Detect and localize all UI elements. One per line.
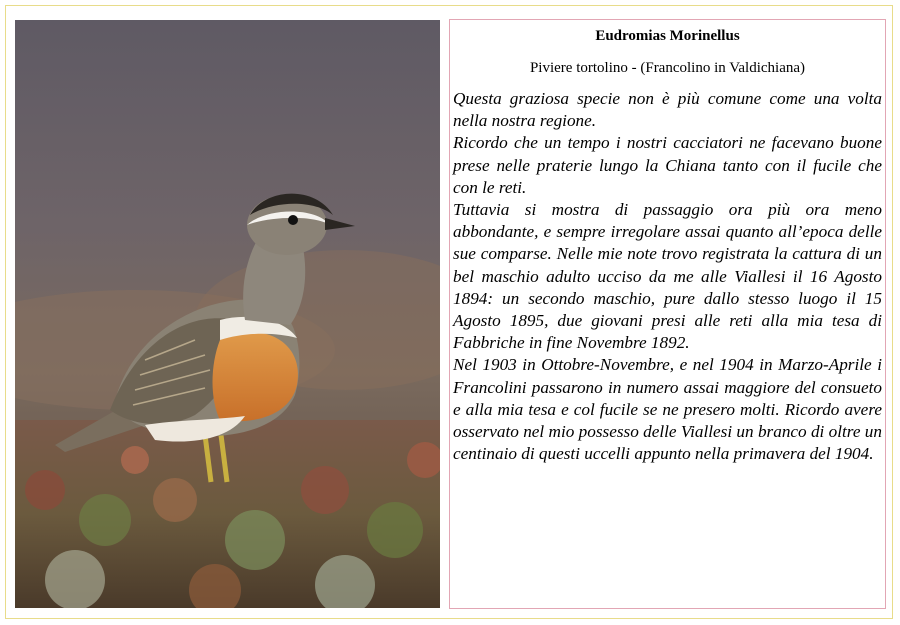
paragraph-2: Ricordo che un tempo i nostri cacciatori ne facevano buone prese nelle praterie lungo la Chiana tanto con il fucile che con le reti. bbox=[453, 133, 882, 197]
species-title: Eudromias Morinellus bbox=[595, 28, 740, 44]
paragraph-1: Questa graziosa specie non è più comune come una volta nella nostra regione. bbox=[453, 89, 882, 131]
bird-photo bbox=[15, 20, 440, 608]
description-panel bbox=[449, 19, 886, 609]
description-body bbox=[453, 88, 882, 465]
common-name-subtitle: Piviere tortolino - (Francolino in Valdichiana) bbox=[529, 60, 806, 76]
dotterel-illustration bbox=[15, 20, 440, 608]
paragraph-3: Tuttavia si mostra di passaggio ora più ora meno abbondante, e sempre irregolare assai quanto all’epoca delle sue comparse. Nelle mie note trovo registrata la cattura di un bel maschio adulto ucciso da me alle Viallesi il 16 Agosto 1894: un secondo maschio, pure dallo stesso luogo il 15 Agosto 1895, due giovani presi alle reti alla mia tesa di Fabbriche in fine Novembre 1892. bbox=[453, 200, 882, 353]
paragraph-4: Nel 1903 in Ottobre-Novembre, e nel 1904 in Marzo-Aprile i Francolini passarono in numero assai maggiore del consueto e alla mia tesa e col fucile se ne presero molti. Ricordo avere osservato nel mio possesso delle Viallesi un branco di oltre un centinaio di questi uccelli appunto nella primavera del 1904. bbox=[453, 355, 882, 464]
